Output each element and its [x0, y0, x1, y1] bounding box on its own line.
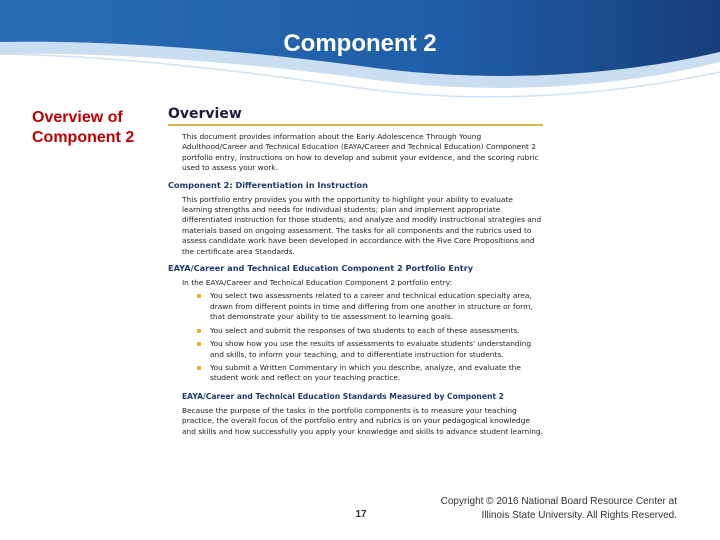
intro-paragraph: This document provides information about the Early Adolescence Through Young Adulthood/Career and Technical Education (EAYA/Career and Technical Education) Component 2 portfolio entry, instructions on how to develop and submit your evidence, and the scoring rubric used to assess your work.: [182, 132, 539, 173]
standards-paragraph: Because the purpose of the tasks in the portfolio components is to measure your teaching practice, the overall focus of the portfolio entry and rubrics is on your pedagogical knowledge and skills and how successfully you apply your knowledge and skills to advance student learning.: [182, 405, 543, 436]
bullet-text: You select and submit the responses of two students to each of these assessments.: [210, 325, 520, 335]
portfolio-entry-lead: In the EAYA/Career and Technical Education Component 2 portfolio entry:: [182, 278, 453, 288]
bullet-icon: [197, 366, 201, 370]
portfolio-entry-bullets: [197, 291, 543, 383]
heading-rule: [168, 124, 543, 126]
copyright-notice: Copyright © 2016 National Board Resource Center at Illinois State University. All Rights Reserved.: [440, 496, 677, 521]
differentiation-paragraph: This portfolio entry provides you with the opportunity to highlight your ability to evaluate learning strengths and needs for individual students; plan and implement appropriate differentiated instruction for those students; and analyze and modify instructional strategies and materials based on ongoing assessment. The tasks for all components and the rubrics used to assess candidate work have been developed in accordance with the Five Core Propositions and the certificate area Standards.: [182, 194, 542, 256]
list-item: [197, 291, 543, 322]
document-heading: Overview: [168, 106, 242, 122]
side-title: Overview of Component 2: [32, 109, 135, 146]
section-heading-standards: EAYA/Career and Technical Education Standards Measured by Component 2: [182, 391, 504, 401]
bullet-text: You select two assessments related to a career and technical education specialty area, drawn from different points in time and differing from one another in structure or form, that demonstrate your ability to tie assessment to learning goals.: [210, 291, 533, 322]
list-item: [197, 363, 543, 384]
bullet-icon: [197, 342, 201, 346]
bullet-icon: [197, 294, 201, 298]
slide-title: Component 2: [283, 30, 437, 57]
section-heading-differentiation: Component 2: Differentiation in Instruction: [168, 179, 368, 190]
page-number: 17: [355, 509, 367, 520]
document-excerpt: [168, 106, 543, 443]
list-item: [197, 339, 543, 360]
bullet-icon: [197, 329, 201, 333]
bullet-text: You submit a Written Commentary in which you describe, analyze, and evaluate the student work and reflect on your teaching practice.: [210, 362, 521, 383]
section-heading-portfolio-entry: EAYA/Career and Technical Education Component 2 Portfolio Entry: [168, 263, 474, 274]
bullet-text: You show how you use the results of assessments to evaluate students' understanding and skills, to inform your teaching, and to differentiate instruction for students.: [210, 339, 532, 359]
list-item: [197, 326, 543, 336]
